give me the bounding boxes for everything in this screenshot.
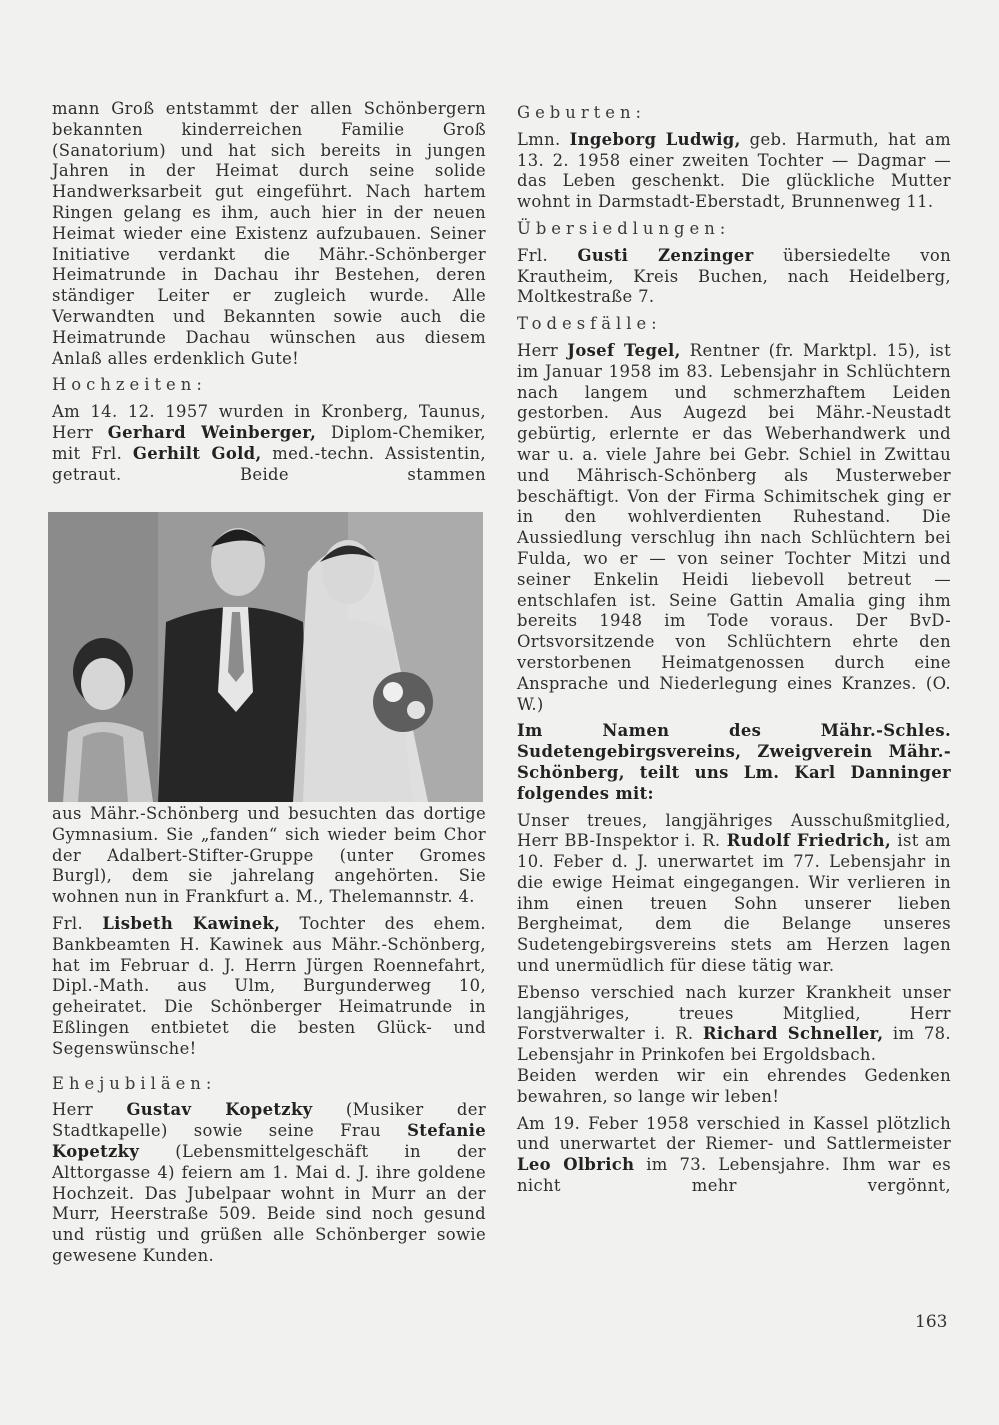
text: Diplom-Chemiker, mit Frl. (52, 422, 486, 463)
name-bold: Gusti Zenzinger (577, 245, 754, 265)
text: (Musiker der Stadtkapelle) sowie seine Frau (52, 1100, 487, 1141)
text: Frl. (517, 245, 578, 265)
section-heading-uebersiedlungen: Übersiedlungen: (517, 218, 731, 238)
text: Unser treues, langjähriges Ausschußmitglied, Herr BB-Inspektor i. R. (517, 810, 951, 851)
name-bold: Richard Schneller, (702, 1024, 884, 1044)
paragraph-kopetzky (52, 1100, 486, 1266)
paragraph-ludwig (517, 130, 951, 213)
text: Frl. (52, 913, 103, 933)
text: (Lebensmittelgeschäft in der Alttorgasse 4) feiern am 1. Mai d. J. ihre goldene Hochzeit. Das Jubelpaar wohnt in Murr an der Murr, Heerstraße 509. Beide sind noch gesund und rüstig und grüßen alle Schönberger sowie gewesene Kunden. (52, 1141, 486, 1265)
text: Rentner (fr. Marktpl. 15), ist im Januar 1958 im 83. Lebensjahr in Schlüchtern nach langem und schmerzhaftem Leiden gestorben. Aus Augezd bei Mähr.-Neustadt gebürtig, erlernte er das Weberhandwerk und war u. a. viele Jahre bei Gebr. Schiel in Zwittau und Mährisch-Schönberg als Musterweber beschäftigt. Von der Firma Schimitschek ging er in den wohlverdienten Ruhestand. Die Aussiedlung verschlug ihn nach Schlüchtern bei Fulda, wo er — von seiner Tochter Mitzi und seiner Enkelin Heidi liebevoll betreut — entschlafen ist. Seine Gattin Amalia ging ihm bereits 1948 im Tode voraus. Der BvD-Ortsvorsitzende von Schlüchtern ehrte den verstorbenen Heimatgenossen durch eine Ansprache und Niederlegung eines Kranzes. (O. W.) (517, 340, 952, 714)
text: Herr (52, 1100, 127, 1120)
text: Am 19. Feber 1958 verschied in Kassel plötzlich und unerwartet der Riemer- und Sattlermeister (517, 1113, 951, 1154)
left-column-top (52, 99, 486, 485)
right-column (517, 99, 951, 1197)
paragraph-gedenken: Beiden werden wir ein ehrendes Gedenken bewahren, so lange wir leben! (517, 1066, 951, 1106)
name-bold: Gerhilt Gold, (132, 443, 262, 463)
text: Lmn. (517, 129, 570, 149)
paragraph-olbrich (517, 1114, 951, 1197)
name-bold: Gerhard Weinberger, (107, 422, 317, 442)
paragraph-weinberger-gold-continued: aus Mähr.-Schönberg und besuchten das dortige Gymnasium. Sie „fanden“ sich wieder beim Chor der Adalbert-Stifter-Gruppe (unter Gromes Burgl), dem sie jahrelang angehörten. Sie wohnen nun in Frankfurt a. M., Thelemannstr. 4. (52, 804, 486, 907)
name-bold: Josef Tegel, (567, 340, 681, 360)
name-bold: Lisbeth Kawinek, (102, 913, 281, 933)
paragraph-sudetengebirgsverein-intro: Im Namen des Mähr.-Schles. Sudetengebirgsvereins, Zweigverein Mähr.-Schönberg, teilt uns Lm. Karl Danninger folgendes mit: (517, 721, 951, 803)
text: übersiedelte von Krautheim, Kreis Buchen, nach Heidelberg, Moltkestraße 7. (517, 245, 952, 307)
text: Ebenso verschied nach kurzer Krankheit unser langjähriges, treues Mitglied, Herr Forstverwalter i. R. (517, 982, 951, 1044)
text: Tochter des ehem. Bankbeamten H. Kawinek aus Mähr.-Schönberg, hat im Februar d. J. Herrn Jürgen Roennefahrt, Dipl.-Math. aus Ulm, Burgunderweg 10, geheiratet. Die Schönberger Heimatrunde in Eßlingen entbietet die besten Glück- und Segenswünsche! (52, 913, 486, 1058)
paragraph-friedrich (517, 811, 951, 977)
paragraph-tegel (517, 341, 951, 715)
page-number: 163 (915, 1312, 948, 1332)
text: geb. Harmuth, hat am 13. 2. 1958 einer zweiten Tochter — Dagmar — das Leben geschenkt. Die glückliche Mutter wohnt in Darmstadt-Eberstadt, Brunnenweg 11. (517, 129, 951, 212)
section-heading-todesfaelle: Todesfälle: (517, 314, 662, 334)
name-bold: Ingeborg Ludwig, (569, 129, 741, 149)
text: Herr (517, 340, 568, 360)
paragraph-gross: mann Groß entstammt der allen Schönbergern bekannten kinderreichen Familie Groß (Sanatorium) und hat sich bereits in jungen Jahren in der Heimat durch seine solide Handwerksarbeit gut eingeführt. Nach hartem Ringen gelang es ihm, auch hier in der neuen Heimat wieder eine Existenz aufzubauen. Seiner Initiative verdankt die Mähr.-Schönberger Heimatrunde in Dachau ihr Bestehen, deren ständiger Leiter er zugleich wurde. Alle Verwandten und Bekannten sowie auch die Heimatrunde Dachau wünschen aus diesem Anlaß alles erdenklich Gute! (52, 99, 486, 368)
left-column-bottom (52, 804, 486, 1273)
paragraph-schneller (517, 983, 951, 1066)
section-heading-ehejubilaeen: Ehejubiläen: (52, 1073, 217, 1093)
name-bold: Rudolf Friedrich, (726, 831, 892, 851)
text: im 78. Lebensjahr in Prinkofen bei Ergoldsbach. (517, 1024, 951, 1065)
text: ist am 10. Feber d. J. unerwartet im 77. Lebensjahr in die ewige Heimat eingegangen. Wir verlieren in ihm einen treuen Sohn unserer lieben Bergheimat, dem die Belange unseres Sudetengebirgsvereins stets am Herzen lagen und unermüdlich für diese tätig war. (517, 831, 951, 976)
text: med.-techn. Assistentin, getraut. Beide stammen (52, 443, 486, 484)
section-heading-hochzeiten: Hochzeiten: (52, 375, 207, 395)
name-bold: Leo Olbrich (517, 1155, 635, 1175)
text: im 73. Lebensjahre. Ihm war es nicht mehr vergönnt, (517, 1155, 951, 1196)
paragraph-zenzinger (517, 246, 951, 308)
name-bold: Stefanie Kopetzky (52, 1121, 486, 1161)
paragraph-kawinek (52, 914, 486, 1060)
wedding-photo-illustration (48, 512, 483, 802)
section-heading-geburten: Geburten: (517, 103, 647, 122)
paragraph-weinberger-gold (52, 402, 486, 485)
name-bold: Gustav Kopetzky (126, 1100, 313, 1120)
wedding-photo (48, 512, 483, 802)
text: Am 14. 12. 1957 wurden in Kronberg, Taunus, Herr (52, 402, 486, 442)
